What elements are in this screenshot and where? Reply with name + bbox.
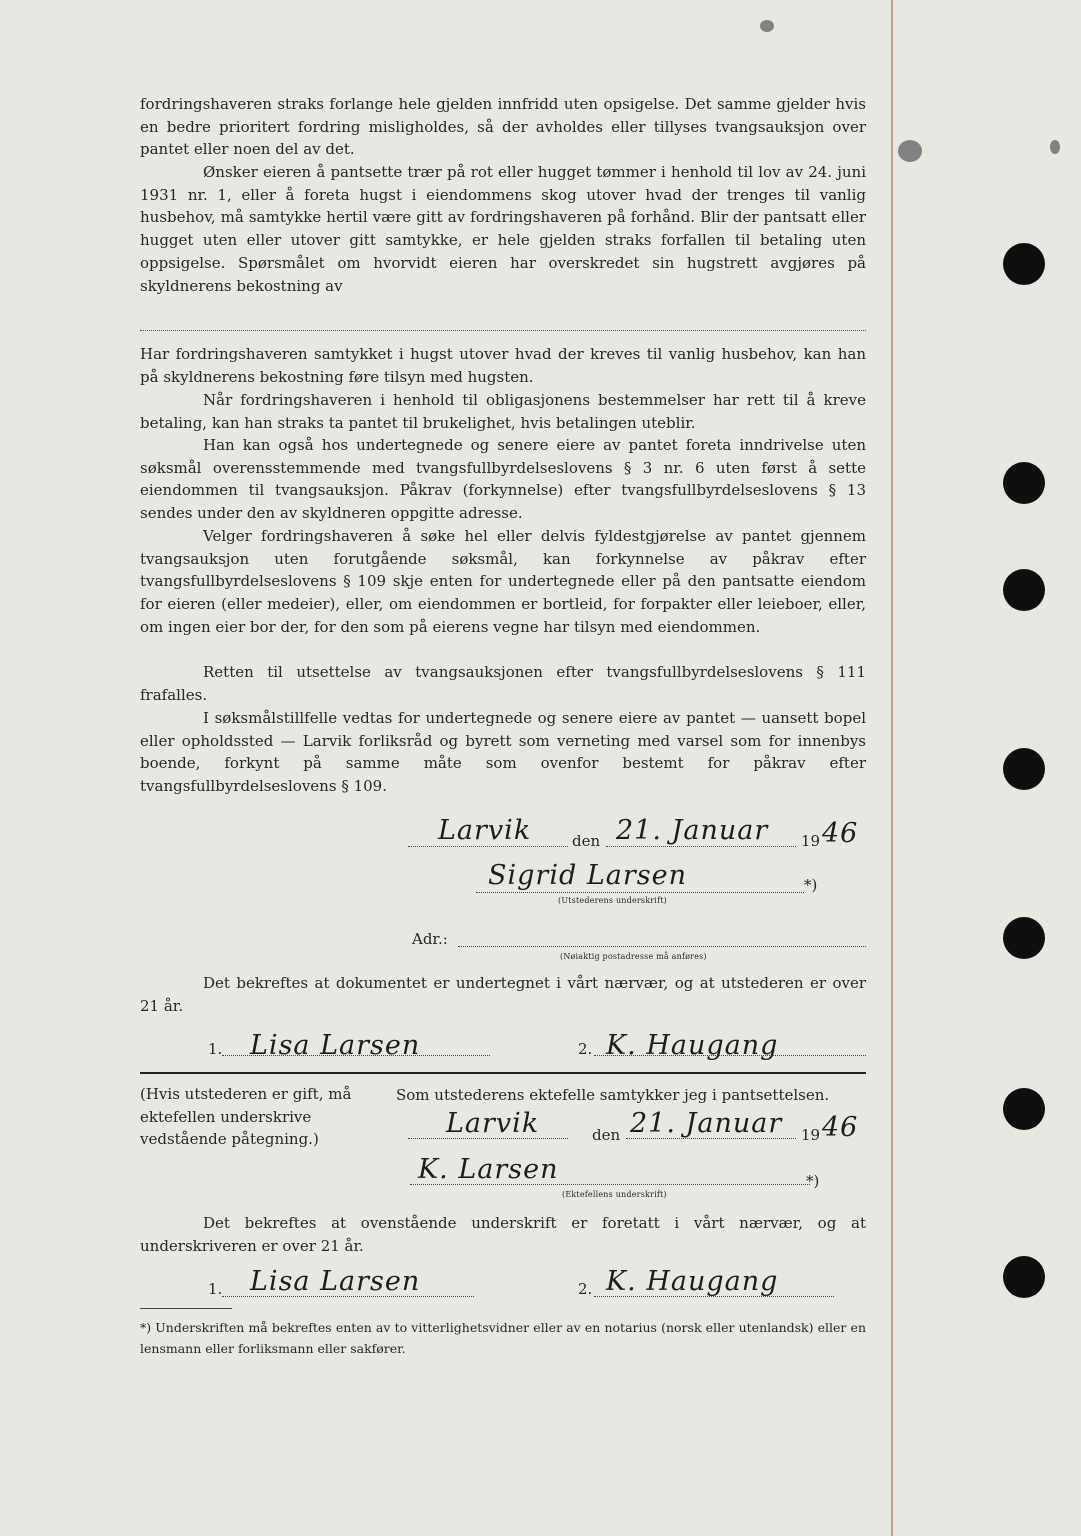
issue-date-handwritten: 21. Januar	[616, 815, 769, 846]
punch-hole	[1003, 917, 1045, 959]
signature-line	[476, 892, 804, 893]
witness-2-line	[594, 1055, 866, 1056]
spouse-signature-mark: *)	[806, 1172, 820, 1190]
ink-smudge	[1050, 140, 1060, 154]
witness-1-line	[222, 1055, 490, 1056]
witness-2-1-line	[222, 1296, 474, 1297]
issuer-signature: Sigrid Larsen	[488, 860, 687, 891]
witness-statement-1: Det bekreftes at dokumentet er undertegnet i vårt nærvær, og at utstederen er over 21 år.	[140, 974, 866, 1015]
spouse-place-line	[408, 1138, 568, 1139]
witness-2-2-signature: K. Haugang	[606, 1266, 779, 1297]
witness-statement-2: Det bekreftes at ovenstående underskrift er foretatt i vårt nærvær, og at underskriveren er over 21 år.	[140, 1214, 866, 1255]
spouse-signature-caption: (Ektefellens underskrift)	[562, 1190, 667, 1199]
spouse-year-prefix: 19	[801, 1126, 821, 1144]
issue-year-prefix: 19	[801, 832, 821, 850]
spouse-signature: K. Larsen	[418, 1154, 559, 1185]
witness-2-2-line	[594, 1296, 834, 1297]
paragraph-enforcement: Han kan også hos undertegnede og senere eiere av pantet foreta inndrivelse uten søksmål overensstemmende med tvangsfullbyrdelseslovens § 3 nr. 6 uten først å sette eiendommen til tvangsauksjon. Påkrav (forkynnelse) efter tvangsfullbyrdelseslovens § 13 sendes under den av skyldneren oppgitte adresse.	[140, 436, 866, 523]
spouse-place-handwritten: Larvik	[446, 1108, 540, 1139]
punch-hole	[1003, 748, 1045, 790]
section-divider	[140, 1072, 866, 1074]
witness-2-number: 2.	[578, 1040, 593, 1058]
ink-smudge	[760, 20, 774, 32]
paragraph-venue: I søksmålstillfelle vedtas for undertegnede og senere eiere av pantet — uansett bopel eller opholdssted — Larvik forliksråd og byrett som verneting med varsel som for innenbys boende, forkynt på samme måte som ovenfor bestemt for påkrav efter tvangsfullbyrdelseslovens § 109.	[140, 709, 866, 796]
punch-hole	[1003, 1256, 1045, 1298]
witness-1-signature: Lisa Larsen	[250, 1030, 421, 1061]
footnote: *) Underskriften må bekreftes enten av to vitterlighetsvidner eller av en notarius (norsk eller utenlandsk) eller en lensmann eller forliksmann eller sakfører.	[140, 1320, 866, 1356]
paragraph-supervision: Har fordringshaveren samtykket i hugst utover hvad der kreves til vanlig husbehov, kan han på skyldnerens bekostning føre tilsyn med hugsten.	[140, 345, 866, 386]
paragraph-postponement: Retten til utsettelse av tvangsauksjonen efter tvangsfullbyrdelseslovens § 111 frafalles.	[140, 663, 866, 704]
place-line	[408, 846, 568, 847]
paragraph-default-clause: fordringshaveren straks forlange hele gjelden innfridd uten opsigelse. Det samme gjelder hvis en bedre prioritert fordring misligholdes, så der avholdes eller tillyses tvangsauksjon over pantet eller noen del av det.	[140, 95, 866, 159]
blank-fill-line	[140, 330, 866, 331]
witness-1-number: 1.	[208, 1040, 223, 1058]
issue-den-label: den	[572, 832, 601, 850]
punch-hole	[1003, 462, 1045, 504]
witness-2-1-signature: Lisa Larsen	[250, 1266, 421, 1297]
paragraph-auction: Velger fordringshaveren å søke hel eller delvis fyldestgjørelse av pantet gjennem tvangsauksjon uten forutgående søksmål, kan forkynnelse av påkrav efter tvangsfullbyrdelseslovens § 109 skje enten for undertegnede eller på den pantsatte eiendom for eieren (eller medeier), eller, om eiendommen er bortleid, for forpakter eller leieboer, eller, om ingen eier bor der, for den som på eierens vegne har tilsyn med eiendommen.	[140, 527, 866, 636]
margin-line	[891, 0, 893, 1536]
paragraph-timber-clause: Ønsker eieren å pantsette trær på rot eller hugget tømmer i henhold til lov av 24. juni 1931 nr. 1, eller å foreta hugst i eiendommens skog utover hvad der trenges til vanlig husbehov, må samtykke hertil være gitt av fordringshaveren på forhånd. Blir der pantsatt eller hugget uten eller utover gitt samtykke, er hele gjelden straks forfallen til betaling uten oppsigelse. Spørsmålet om hvorvidt eieren har overskredet sin hugstrett avgjøres på skyldnerens bekostning av	[140, 163, 866, 295]
signature-footnote-mark: *)	[804, 876, 818, 894]
ink-smudge	[898, 140, 922, 162]
witness-2-1-number: 1.	[208, 1280, 223, 1298]
punch-hole	[1003, 1088, 1045, 1130]
address-line	[458, 946, 866, 947]
issue-place-handwritten: Larvik	[438, 815, 532, 846]
address-caption: (Nøiaktig postadresse må anføres)	[560, 952, 707, 961]
footnote-rule	[140, 1308, 232, 1309]
issue-year-handwritten: 46	[822, 818, 859, 849]
spouse-den-label: den	[592, 1126, 621, 1144]
date-line	[606, 846, 796, 847]
spouse-year-handwritten: 46	[822, 1112, 859, 1143]
spouse-consent-text: Som utstederens ektefelle samtykker jeg i pantsettelsen.	[396, 1086, 830, 1104]
address-label: Adr.:	[412, 930, 448, 948]
spouse-note: (Hvis utstederen er gift, må ektefellen underskrive vedstående påtegning.)	[140, 1085, 352, 1149]
punch-hole	[1003, 569, 1045, 611]
spouse-date-line	[626, 1138, 796, 1139]
spouse-signature-line	[410, 1184, 810, 1185]
spouse-date-handwritten: 21. Januar	[630, 1108, 783, 1139]
issuer-signature-caption: (Utstederens underskrift)	[558, 896, 667, 905]
witness-2-signature: K. Haugang	[606, 1030, 779, 1061]
paragraph-usufruct: Når fordringshaveren i henhold til obligasjonens bestemmelser har rett til å kreve betaling, kan han straks ta pantet til brukelighet, hvis betalingen uteblir.	[140, 391, 866, 432]
witness-2-2-number: 2.	[578, 1280, 593, 1298]
punch-hole	[1003, 243, 1045, 285]
